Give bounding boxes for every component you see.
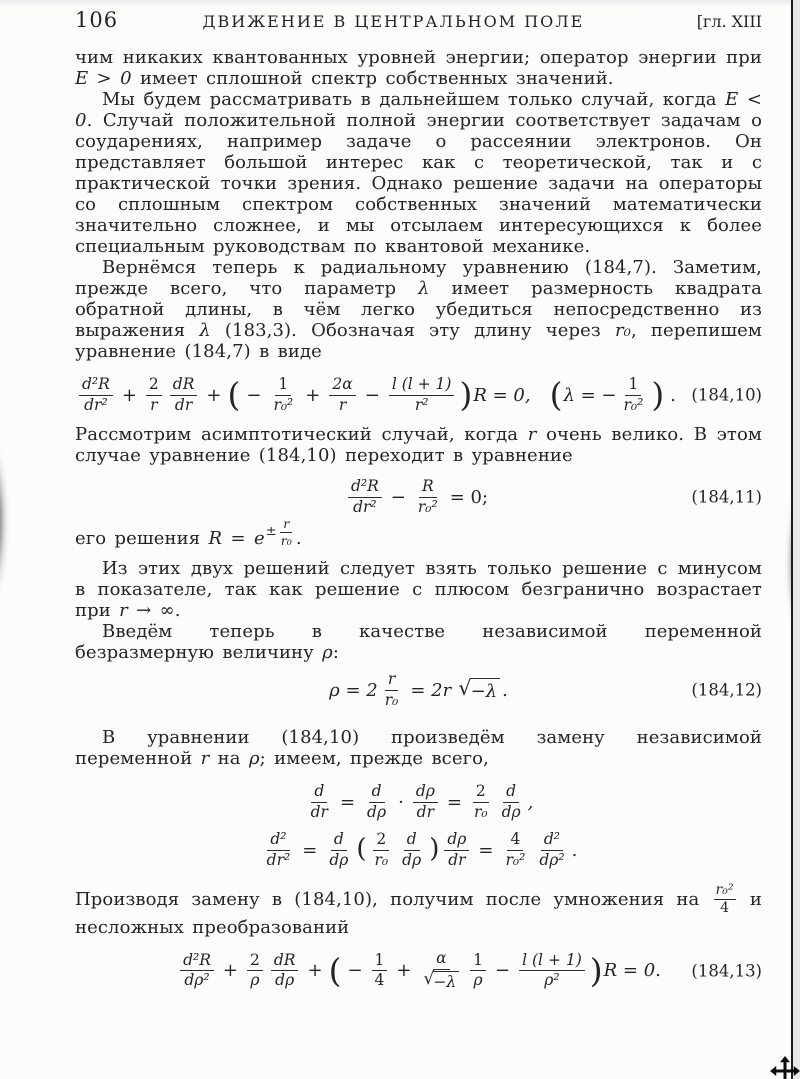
left-paren: ( — [328, 950, 342, 990]
math-expression: R = e — [208, 528, 265, 549]
fraction-numerator: 2 — [146, 376, 162, 395]
text-run: : — [332, 642, 340, 663]
fraction — [536, 831, 567, 869]
fraction-numerator: r — [385, 671, 398, 690]
right-paren: ) — [651, 375, 665, 415]
text-run: , перепишем уравнение (184,7) в виде — [75, 320, 763, 362]
operator: − — [347, 960, 363, 982]
equation-number: (184,13) — [691, 961, 762, 981]
text-run: Мы будем рассматривать в дальнейшем только случай, когда — [102, 89, 726, 110]
text-run: В уравнении (184,10) произведём замену независимой переменной — [75, 727, 762, 769]
operator: − — [390, 486, 406, 508]
fraction-numerator: d — [331, 831, 347, 850]
fraction-numerator: d — [311, 783, 327, 802]
fraction — [79, 376, 113, 414]
fraction-denominator: dr² — [266, 850, 291, 869]
page-content — [75, 8, 762, 994]
text-run: Рассмотрим асимптотический случай, когда — [75, 424, 528, 445]
radical-sign: √ — [423, 968, 435, 989]
math-var: λ — [418, 278, 430, 299]
fraction-numerator: d²R — [348, 478, 382, 497]
running-title: ДВИЖЕНИЕ В ЦЕНТРАЛЬНОМ ПОЛЕ — [202, 12, 585, 31]
fraction — [264, 831, 294, 869]
fraction-denominator — [421, 970, 463, 991]
equation-number: (184,12) — [691, 680, 762, 700]
equation-184-10 — [75, 372, 762, 418]
operator: + — [222, 960, 238, 982]
paragraph-9 — [75, 883, 762, 938]
fraction-numerator: dρ — [413, 783, 438, 802]
fraction — [364, 783, 389, 821]
text-run: очень велико. В этом случае уравнение (184,10) переходит в уравнение — [75, 424, 762, 466]
fraction-denominator: dρ — [402, 850, 422, 869]
fraction-denominator: r — [338, 395, 347, 414]
fraction — [372, 831, 392, 869]
fraction-numerator: r₀² — [714, 883, 736, 900]
equation-body — [75, 376, 681, 414]
equals-sign: = — [446, 791, 462, 813]
fraction — [502, 831, 528, 869]
fraction-denominator: r₀² — [505, 850, 526, 869]
fraction — [146, 376, 162, 414]
plus-minus-sign: ± — [265, 524, 277, 539]
fraction — [348, 478, 382, 516]
fraction-denominator: r₀ — [384, 690, 399, 709]
fraction-numerator: 2 — [373, 831, 389, 850]
equation-derivative-2 — [75, 827, 762, 873]
fraction-numerator: R — [419, 478, 437, 497]
paragraph-8 — [75, 727, 762, 769]
fraction-denominator: dr — [416, 802, 435, 821]
fraction — [471, 783, 491, 821]
operator: − — [495, 960, 511, 982]
fraction-numerator: d² — [541, 831, 563, 850]
equation-184-13 — [75, 948, 762, 994]
fraction-denominator: dρ² — [184, 971, 210, 990]
text-run: ; имеем, прежде всего, — [259, 748, 489, 769]
fraction — [620, 376, 646, 414]
fraction-denominator: r² — [414, 395, 429, 414]
page-edge-strip — [793, 0, 800, 1079]
operator: − — [246, 384, 262, 406]
fraction-numerator: dρ — [444, 831, 469, 850]
equation-derivative-1 — [75, 779, 762, 825]
operator: − — [364, 384, 380, 406]
math-var: E > 0 — [75, 68, 132, 89]
left-paren: ( — [356, 834, 367, 865]
dot-operator: · — [398, 791, 404, 813]
equals-sign: = — [339, 791, 356, 813]
equation-rhs: R = 0. — [603, 960, 661, 982]
fraction — [329, 376, 355, 414]
fraction-denominator: dρ² — [539, 850, 565, 869]
fraction-denominator: r₀ — [473, 802, 488, 821]
operator: + — [206, 384, 222, 406]
fraction-denominator: dρ — [329, 850, 349, 869]
operator: + — [307, 960, 323, 982]
fraction — [444, 831, 469, 869]
fraction — [413, 783, 438, 821]
fraction — [389, 376, 455, 414]
equation-rhs: = 0; — [449, 486, 489, 508]
math-var: ρ — [248, 748, 260, 769]
fraction — [519, 952, 585, 990]
equals-sign: = — [302, 839, 318, 861]
math-var: r — [200, 748, 210, 769]
fraction-denominator: dr — [174, 395, 193, 414]
fraction — [326, 831, 351, 869]
left-paren: ( — [227, 375, 241, 415]
paragraph-6 — [75, 558, 762, 621]
fraction — [271, 952, 299, 990]
equation-lhs: ρ = 2 — [329, 679, 378, 701]
fraction-numerator: d²R — [180, 952, 214, 971]
math-var: E < 0 — [75, 89, 763, 131]
text-run: Производя замену в (184,10), получим после умножения на — [75, 888, 712, 910]
fraction-denominator: ρ² — [544, 971, 560, 990]
fraction-numerator: 1 — [372, 952, 388, 971]
equation-body — [329, 671, 508, 709]
operator: + — [396, 960, 412, 982]
math-var: r₀ — [614, 320, 631, 341]
text-run: и несложных преобразований — [75, 888, 762, 938]
fraction-denominator: r₀ — [374, 850, 389, 869]
fraction-numerator: l (l + 1) — [519, 952, 585, 971]
fraction-numerator: 1 — [275, 376, 291, 395]
page-number: 106 — [75, 8, 119, 32]
fraction — [372, 952, 388, 990]
fraction — [499, 783, 524, 821]
exponent — [266, 515, 296, 549]
text-run: Введём теперь в качестве независимой переменной безразмерную величину — [75, 621, 762, 663]
scan-artifact-left — [0, 413, 28, 631]
math-var: λ — [199, 320, 211, 341]
paragraph-7 — [75, 621, 762, 663]
fraction-numerator: d — [369, 783, 385, 802]
text-run: Из этих двух решений следует взять только решение с минусом в показателе, так как решение с плюсом безгранично возрастает при — [75, 558, 762, 621]
fraction — [382, 671, 402, 709]
fraction-numerator: d² — [267, 831, 289, 850]
fraction-denominator: dr — [310, 802, 328, 821]
equation-body — [344, 478, 493, 516]
paragraph-2 — [75, 89, 762, 257]
text-run: на — [209, 748, 249, 769]
fraction — [470, 952, 486, 990]
right-paren: ) — [459, 375, 473, 415]
fraction-denominator: r₀² — [273, 395, 294, 414]
fraction-denominator: 4 — [720, 900, 730, 917]
fraction-numerator: d — [404, 831, 420, 850]
equation-rhs: R = 0, — [473, 384, 531, 406]
fraction-denominator: ρ — [473, 971, 483, 990]
fraction-denominator: dr² — [353, 497, 377, 516]
fraction — [714, 883, 736, 917]
fraction-denominator: 4 — [374, 971, 385, 990]
fraction-denominator: dρ — [501, 802, 521, 821]
text-run: Вернёмся теперь к радиальному уравнению (184,7). Заметим, прежде всего, что параметр — [75, 257, 762, 299]
fraction-denominator: dρ — [275, 971, 295, 990]
page-header — [75, 8, 762, 32]
fraction — [180, 952, 214, 990]
fraction-numerator: d — [503, 783, 519, 802]
period: . — [670, 384, 676, 406]
math-var: ρ — [322, 642, 333, 663]
fraction-numerator: 1 — [470, 952, 486, 971]
operator: + — [121, 384, 137, 406]
fraction-denominator: r₀² — [417, 497, 438, 516]
fraction-numerator: 2 — [247, 952, 263, 971]
text-run: его решения — [75, 528, 209, 549]
fraction-numerator: 1 — [625, 376, 641, 395]
fraction — [170, 376, 198, 414]
equation-number: (184,11) — [691, 487, 762, 507]
fraction-denominator: r — [150, 395, 158, 414]
paragraph-4 — [75, 424, 762, 466]
fraction-numerator: r — [280, 517, 292, 533]
radical-sign: √ — [458, 676, 472, 700]
equation-body — [304, 783, 534, 821]
fraction-denominator: dr — [448, 850, 466, 869]
equation-184-11 — [75, 474, 762, 520]
fraction — [399, 831, 424, 869]
fraction-denominator: dr² — [84, 395, 108, 414]
lambda-definition: λ = − — [563, 384, 617, 406]
fraction-numerator: 2 — [473, 783, 489, 802]
move-cursor-icon — [770, 1056, 800, 1079]
fraction-numerator: 2α — [329, 376, 355, 395]
fraction-numerator: α — [433, 950, 449, 969]
equation-mid: = 2r — [410, 679, 452, 701]
square-root — [458, 678, 500, 702]
fraction — [308, 783, 331, 821]
equation-body — [176, 950, 661, 991]
period: . — [571, 839, 578, 861]
fraction — [278, 517, 295, 548]
fraction — [421, 950, 463, 991]
text-run: . — [295, 528, 302, 549]
operator: + — [305, 384, 321, 406]
fraction-numerator: dR — [170, 376, 198, 395]
fraction-denominator: ρ — [250, 971, 260, 990]
fraction — [270, 376, 296, 414]
equals-sign: = — [478, 839, 494, 861]
text-run: . — [174, 600, 181, 621]
fraction-numerator: 4 — [507, 831, 523, 850]
math-var: r — [527, 424, 537, 445]
text-run: имеет размерность квадрата обратной длины, в чём легко убедиться непосредственно из выражения — [75, 278, 762, 341]
text-run: имеет сплошной спектр собственных значений. — [131, 68, 614, 89]
period: . — [502, 679, 508, 701]
fraction — [247, 952, 263, 990]
text-run: . Случай положительной полной энергии соответствует задачам о соударениях, например задаче о рассеянии электронов. Он представляет большой интерес как с теоретической, так и с практической точки зрения. Однако решение задачи на операторы со сплошным спектром собственных значений математически значительно сложнее, и мы отсылаем интересующихся к более специальным руководствам по квантовой механике. — [75, 110, 762, 257]
fraction-denominator: dρ — [367, 802, 387, 821]
fraction-numerator: l (l + 1) — [389, 376, 455, 395]
equation-number: (184,10) — [691, 385, 762, 405]
right-paren: ) — [589, 950, 603, 990]
right-paren: ) — [429, 834, 440, 865]
page-top-shade — [0, 0, 800, 7]
comma: , — [527, 791, 534, 813]
left-paren: ( — [549, 375, 563, 415]
chapter-label: [гл. XIII — [696, 12, 762, 31]
radicand: −λ — [433, 971, 459, 991]
fraction-denominator: r₀² — [623, 395, 644, 414]
equation-body — [260, 831, 578, 869]
fraction-denominator: r₀ — [280, 532, 292, 548]
text-run: (183,3). Обозначая эту длину через — [210, 320, 615, 341]
radicand: −λ — [471, 678, 501, 702]
fraction-numerator: d²R — [79, 376, 113, 395]
equation-184-12 — [75, 667, 762, 713]
text-run: чим никаких квантованных уровней энергии; оператор энергии при — [75, 47, 762, 68]
solution-line — [75, 515, 762, 558]
fraction-numerator: dR — [271, 952, 299, 971]
paragraph-1 — [75, 47, 762, 89]
paragraph-3 — [75, 257, 762, 362]
fraction — [415, 478, 441, 516]
math-expression: r → ∞ — [119, 600, 175, 621]
